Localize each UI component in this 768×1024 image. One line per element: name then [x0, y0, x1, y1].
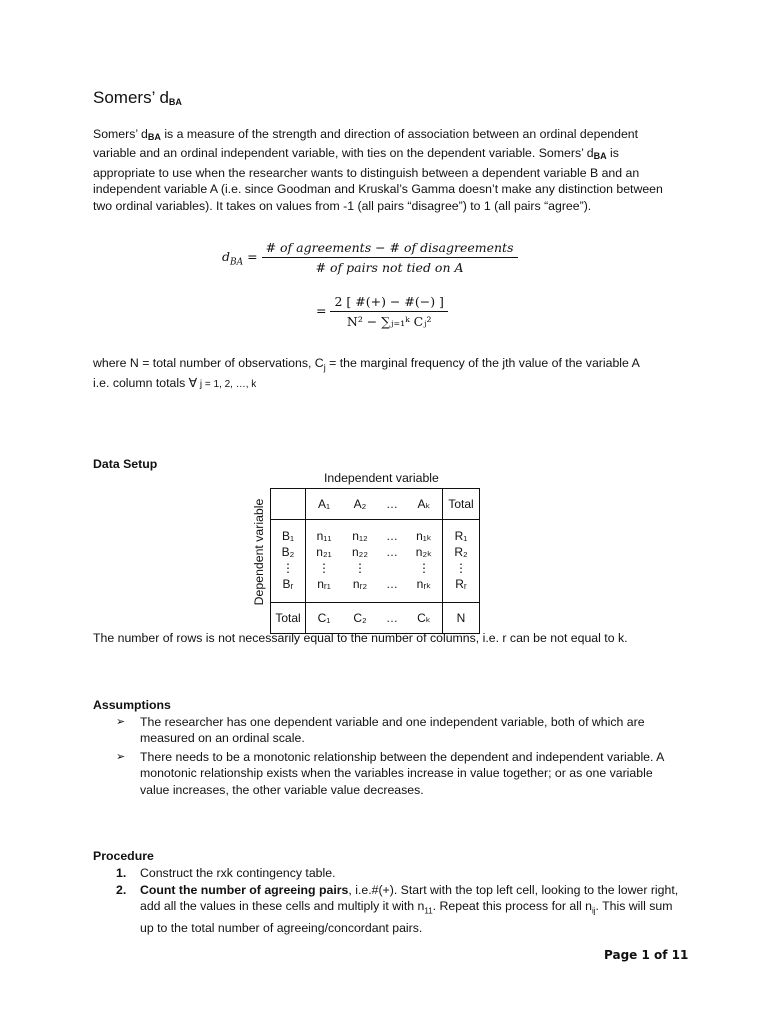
row-totals: R₁ R₂ ⋮ Rᵣ: [443, 520, 480, 603]
header-total: Total: [443, 489, 480, 520]
independent-variable-label: Independent variable: [324, 471, 439, 485]
footer-columns: C₁ C₂ … Cₖ: [306, 603, 443, 634]
contingency-table: [270, 488, 480, 634]
assumptions-heading: Assumptions: [93, 698, 171, 712]
row-labels: B₁ B₂ ⋮ Bᵣ: [271, 520, 306, 603]
rows-note: The number of rows is not necessarily equal to the number of columns, i.e. r can be not equal to k.: [93, 631, 628, 645]
assumption-item: ➢ There needs to be a monotonic relationship between the dependent and independent variable. A monotonic relationship exists when the variables increase in value together; or as one variable value increases, the other variable value decreases.: [116, 750, 664, 797]
page-number: Page 1 of 11: [604, 948, 689, 962]
footer-total-label: Total: [271, 603, 306, 634]
formula-definition: $d_{BA}$ = $\frac{\text{\# of agreements − \# of disagreements}}{\text{\# of pairs not tied on A}}$: [222, 240, 518, 275]
formula-numerator-2: 2 [ #(+) − #(−) ]: [330, 294, 447, 312]
procedure-step-2: 2. Count the number of agreeing pairs, i.e.#(+). Start with the top left cell, looking to the lower right, add all the values in these cells and multiply it with $n_{11}$. Repeat this process for all $n_{ij}$. This will sum up to the total number of agreeing/concordant pairs.: [116, 883, 679, 936]
intro-paragraph: Somers’ $d_{BA}$ is a measure of the strength and direction of association between an ordinal dependent variable and an ordinal independent variable, with ties on the dependent variable. Somers’ $d_{BA}$ is appropriate to use when the researcher wants to distinguish between a dependent variable B and an independent variable A (i.e. since Goodman and Kruskal’s Gamma doesn’t make any distinction between two ordinal variables). It takes on values from -1 (all pairs “disagree”) to 1 (all pairs “agree”).: [93, 127, 663, 213]
formula-denominator: # of pairs not tied on A: [315, 260, 464, 275]
page-title: Somers’ $d_{BA}$: [93, 88, 182, 107]
header-columns: A₁ A₂ … Aₖ: [306, 489, 443, 520]
dependent-variable-label: Dependent variable: [252, 498, 266, 606]
cell-block: n₁₁ n₂₁ ⋮ nᵣ₁ n₁₂ n₂₂ ⋮ nᵣ₂ … … … n₁ₖ n₂ₖ ⋮ nᵣₖ: [306, 520, 443, 603]
formula-computation: = $\frac{2 [ \#(+) - \#(-) ]}{\text{N² − ∑ⱼ₌₁ᵏ Cⱼ²}}$: [316, 294, 448, 329]
where-definition: where N = total number of observations, $C_j$ = the marginal frequency of the jth value of the variable A i.e. column totals ∀ j = 1, 2, …, k: [93, 356, 640, 391]
arrow-bullet-icon: ➢: [116, 751, 126, 763]
header-corner: [271, 489, 306, 520]
procedure-step-1: 1. Construct the rxk contingency table.: [116, 866, 336, 880]
arrow-bullet-icon: ➢: [116, 716, 126, 728]
formula-denominator-2: N² − ∑ⱼ₌₁ᵏ Cⱼ²: [346, 314, 432, 329]
assumption-item: ➢ The researcher has one dependent variable and one independent variable, both of which are measured on an ordinal scale.: [116, 715, 645, 746]
formula-numerator: # of agreements − # of disagreements: [262, 240, 518, 258]
data-setup-heading: Data Setup: [93, 457, 158, 471]
footer-grand-total: N: [443, 603, 480, 634]
procedure-heading: Procedure: [93, 849, 154, 863]
